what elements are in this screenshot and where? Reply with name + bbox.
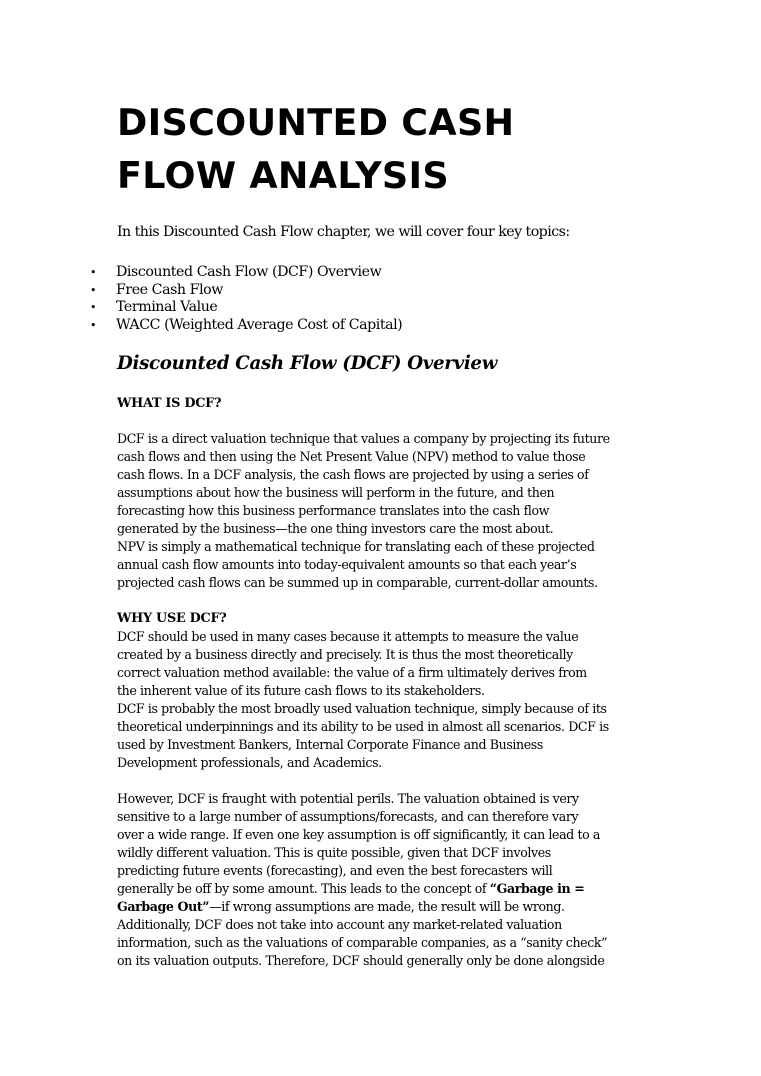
- text-line: correct valuation method available: the value of a firm ultimately derives from: [117, 665, 587, 680]
- text-line: predicting future events (forecasting), and even the best forecasters will: [117, 863, 553, 878]
- topic-label: WACC (Weighted Average Cost of Capital): [116, 317, 403, 334]
- title-line-2: FLOW ANALYSIS: [117, 154, 449, 197]
- text-line: sensitive to a large number of assumptions/forecasts, and can therefore vary: [117, 809, 579, 824]
- list-item: [90, 317, 402, 335]
- topic-label: Terminal Value: [116, 299, 218, 316]
- text-line: DCF is probably the most broadly used valuation technique, simply because of its: [117, 701, 607, 716]
- bullet-icon: •: [90, 266, 97, 279]
- text-run: —if wrong assumptions are made, the result will be wrong.: [209, 899, 565, 914]
- however-paragraph: [117, 790, 657, 970]
- bullet-icon: •: [90, 301, 97, 315]
- bullet-icon: •: [90, 283, 97, 297]
- section-heading: Discounted Cash Flow (DCF) Overview: [117, 353, 498, 374]
- text-line: Additionally, DCF does not take into account any market-related valuation: [117, 917, 562, 932]
- text-line: [117, 880, 657, 898]
- text-line: the inherent value of its future cash flows to its stakeholders.: [117, 683, 485, 698]
- why-use-dcf-heading: WHY USE DCF?: [117, 611, 227, 626]
- garbage-in-emphasis: “Garbage in =: [489, 881, 585, 896]
- what-is-dcf-heading: WHAT IS DCF?: [117, 396, 222, 411]
- topic-label: Discounted Cash Flow (DCF) Overview: [116, 264, 382, 280]
- title-line-1: DISCOUNTED CASH: [117, 101, 515, 144]
- why-use-dcf-paragraph: [117, 628, 657, 772]
- topic-label: Free Cash Flow: [116, 281, 223, 298]
- list-item: [90, 282, 402, 300]
- page-title: [117, 96, 677, 202]
- text-line: projected cash flows can be summed up in comparable, current-dollar amounts.: [117, 575, 598, 590]
- text-line: DCF should be used in many cases because it attempts to measure the value: [117, 629, 579, 644]
- text-line: forecasting how this business performance translates into the cash flow: [117, 503, 550, 518]
- text-line: Development professionals, and Academics.: [117, 755, 382, 770]
- list-item: [90, 299, 402, 317]
- text-line: cash flows. In a DCF analysis, the cash flows are projected by using a series of: [117, 467, 589, 482]
- text-line: [117, 898, 657, 916]
- garbage-out-emphasis: Garbage Out”: [117, 899, 210, 914]
- text-line: over a wide range. If even one key assumption is off significantly, it can lead to a: [117, 827, 600, 842]
- text-line: cash flows and then using the Net Present Value (NPV) method to value those: [117, 449, 586, 464]
- intro-text: In this Discounted Cash Flow chapter, we will cover four key topics:: [117, 224, 570, 240]
- bullet-icon: •: [90, 319, 97, 333]
- text-line: generated by the business—the one thing investors care the most about.: [117, 521, 554, 536]
- text-line: annual cash flow amounts into today-equivalent amounts so that each year’s: [117, 557, 577, 572]
- text-line: theoretical underpinnings and its ability to be used in almost all scenarios. DCF is: [117, 719, 609, 734]
- list-item: [90, 264, 402, 282]
- text-line: assumptions about how the business will perform in the future, and then: [117, 485, 555, 500]
- text-line: used by Investment Bankers, Internal Corporate Finance and Business: [117, 737, 543, 752]
- text-line: However, DCF is fraught with potential perils. The valuation obtained is very: [117, 791, 579, 806]
- topic-list: [90, 264, 402, 335]
- text-line: wildly different valuation. This is quite possible, given that DCF involves: [117, 845, 551, 860]
- text-line: on its valuation outputs. Therefore, DCF should generally only be done alongside: [117, 953, 605, 968]
- text-line: DCF is a direct valuation technique that values a company by projecting its future: [117, 431, 610, 446]
- text-line: information, such as the valuations of comparable companies, as a “sanity check”: [117, 935, 608, 950]
- what-is-dcf-paragraph: [117, 430, 657, 592]
- text-run: generally be off by some amount. This leads to the concept of: [117, 881, 490, 896]
- text-line: created by a business directly and precisely. It is thus the most theoretically: [117, 647, 573, 662]
- text-line: NPV is simply a mathematical technique for translating each of these projected: [117, 539, 595, 554]
